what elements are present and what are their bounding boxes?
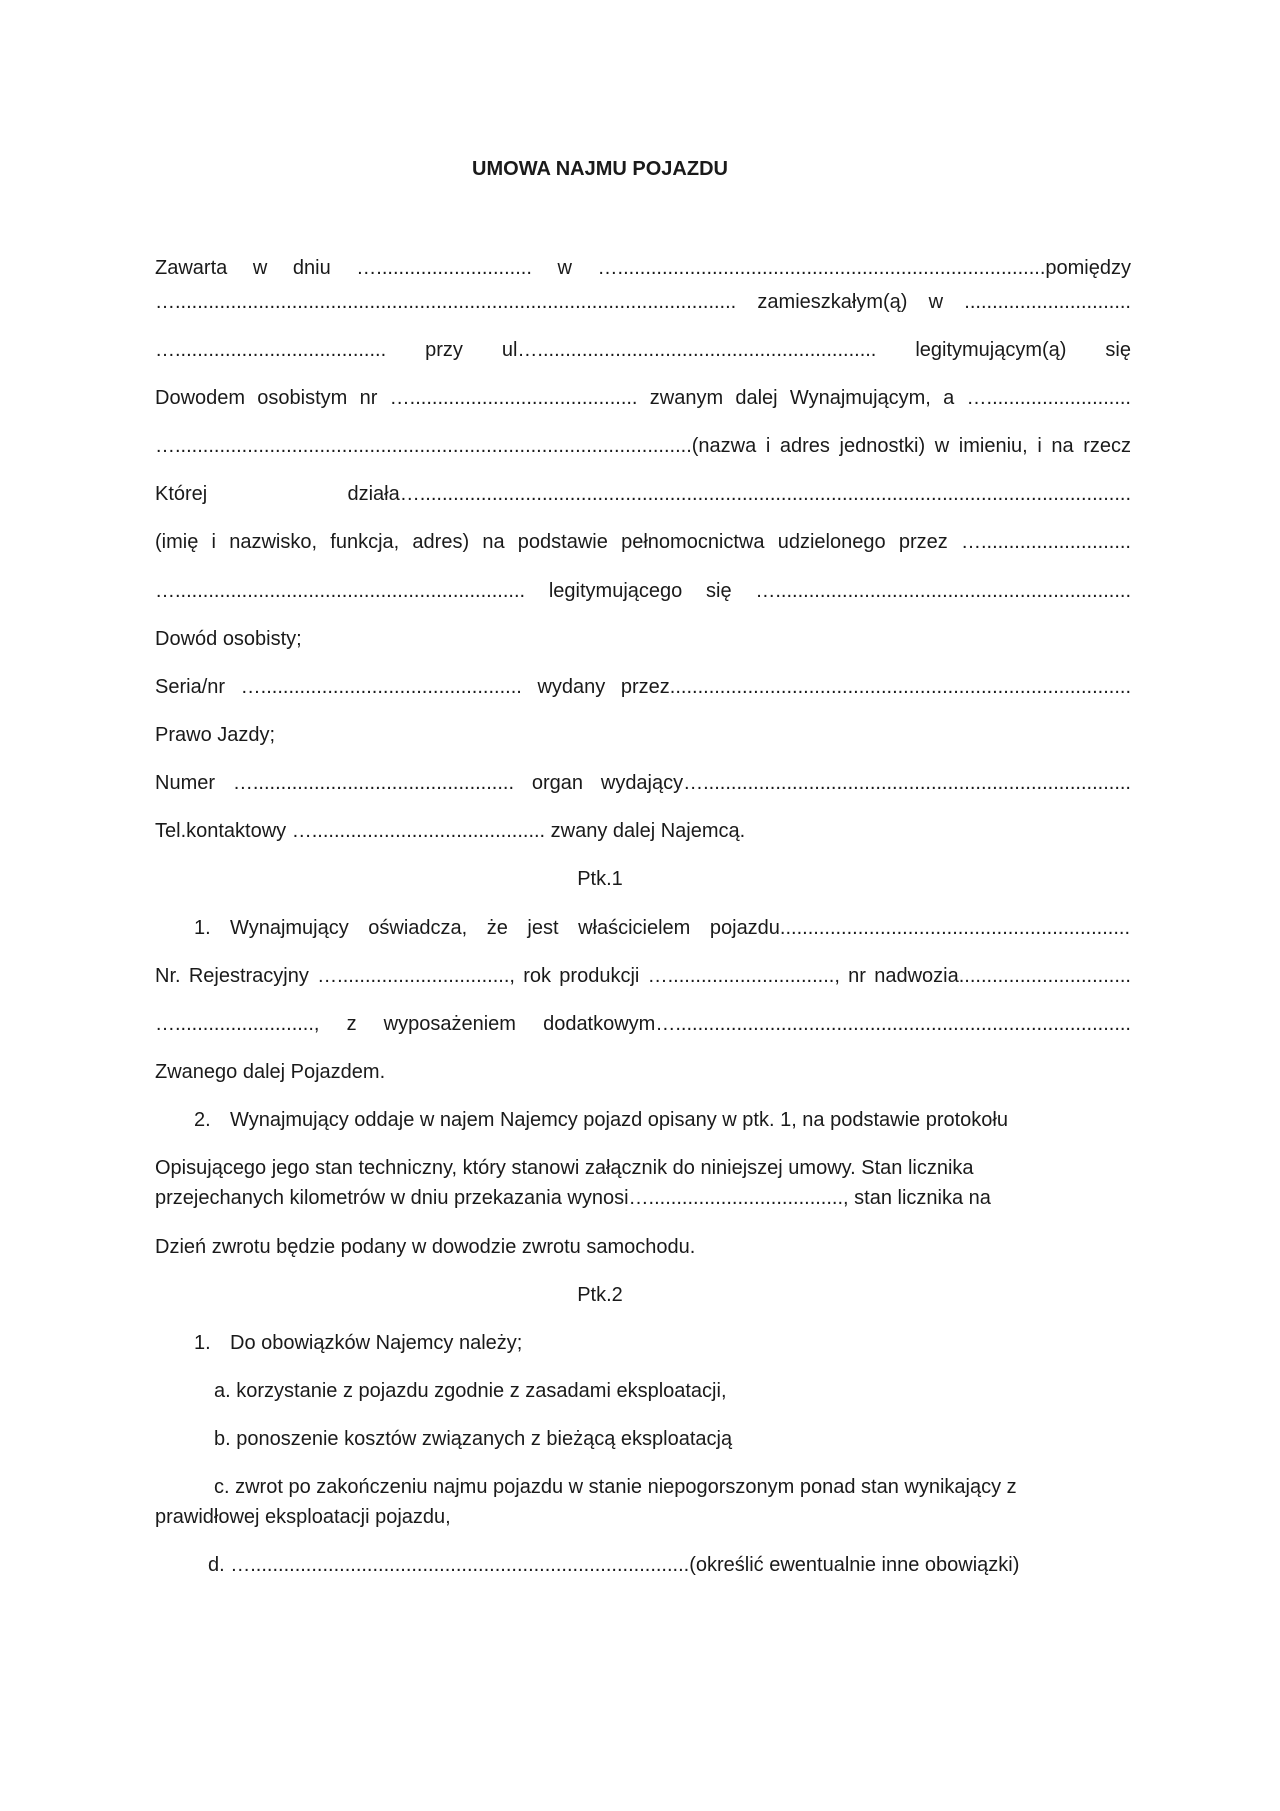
parties-line-6: Której działa…................................................................................................................................ bbox=[155, 483, 1131, 505]
ptk2-item-1 bbox=[194, 1331, 522, 1355]
vehicle-registration-line: Nr. Rejestracyjny …..............................., rok produkcji ….............................., nr nadwozia............................... bbox=[155, 965, 1131, 987]
section-heading-ptk1: Ptk.1 bbox=[577, 868, 623, 890]
list-number: 1. bbox=[194, 1332, 211, 1354]
section-heading-ptk2: Ptk.2 bbox=[577, 1284, 623, 1306]
list-number: 1. bbox=[194, 917, 211, 939]
parties-line-9: Dowód osobisty; bbox=[155, 628, 302, 650]
ptk1-item-2-line-2: Opisującego jego stan techniczny, który stanowi załącznik do niniejszej umowy. Stan licznika bbox=[155, 1157, 974, 1179]
parties-line-10: Seria/nr …............................................... wydany przez................................................................................... bbox=[155, 676, 1131, 698]
ptk1-item-2-line-4: Dzień zwrotu będzie podany w dowodzie zwrotu samochodu. bbox=[155, 1236, 696, 1258]
parties-line-12: Numer …............................................... organ wydający…............................................................................. bbox=[155, 772, 1131, 794]
parties-line-2: …..................................................................................................... zamieszkałym(ą) w .............................. bbox=[155, 291, 1131, 313]
parties-line-5: ….............................................................................................(nazwa i adres jednostki) w imieniu, i na rzecz bbox=[155, 435, 1131, 457]
obligation-b: b. ponoszenie kosztów związanych z bieżącą eksploatacją bbox=[214, 1428, 733, 1450]
parties-line-1: Zawarta w dniu …............................ w ….............................................................................pomiędzy bbox=[155, 257, 1131, 279]
parties-line-8: …............................................................... legitymującego się …................................................................ bbox=[155, 580, 1131, 602]
parties-line-7: (imię i nazwisko, funkcja, adres) na podstawie pełnomocnictwa udzielonego przez …........................... bbox=[155, 531, 1131, 553]
list-number: 2. bbox=[194, 1109, 211, 1131]
obligation-d: d. …...............................................................................(określić ewentualnie inne obowiązki) bbox=[208, 1554, 1020, 1576]
ptk1-item-2-text: Wynajmujący oddaje w najem Najemcy pojazd opisany w ptk. 1, na podstawie protokołu bbox=[230, 1109, 1008, 1131]
obligation-c-continued: prawidłowej eksploatacji pojazdu, bbox=[155, 1506, 451, 1528]
ptk1-item-2-line-3: przejechanych kilometrów w dniu przekazania wynosi…..................................., stan licznika na bbox=[155, 1187, 991, 1209]
ptk1-item-2 bbox=[194, 1108, 1008, 1132]
obligation-a: a. korzystanie z pojazdu zgodnie z zasadami eksploatacji, bbox=[214, 1380, 727, 1402]
ptk1-item-1-text: Wynajmujący oświadcza, że jest właścicielem pojazdu............................................................... bbox=[230, 917, 1130, 939]
parties-line-3: …...................................... przy ul…............................................................. legitymującym(ą) się bbox=[155, 339, 1131, 361]
obligation-c: c. zwrot po zakończeniu najmu pojazdu w stanie niepogorszonym ponad stan wynikający z bbox=[214, 1476, 1017, 1498]
parties-line-13: Tel.kontaktowy ….......................................... zwany dalej Najemcą. bbox=[155, 820, 746, 842]
vehicle-defined-line: Zwanego dalej Pojazdem. bbox=[155, 1061, 386, 1083]
ptk1-item-1 bbox=[194, 916, 1130, 940]
document-title: UMOWA NAJMU POJAZDU bbox=[472, 158, 728, 180]
parties-line-11: Prawo Jazdy; bbox=[155, 724, 276, 746]
parties-line-4: Dowodem osobistym nr …......................................... zwanym dalej Wynajmującym, a ….......................... bbox=[155, 387, 1131, 409]
ptk2-item-1-text: Do obowiązków Najemcy należy; bbox=[230, 1332, 523, 1354]
vehicle-equipment-line: …........................., z wyposażeniem dodatkowym….................................................................................. bbox=[155, 1013, 1131, 1035]
